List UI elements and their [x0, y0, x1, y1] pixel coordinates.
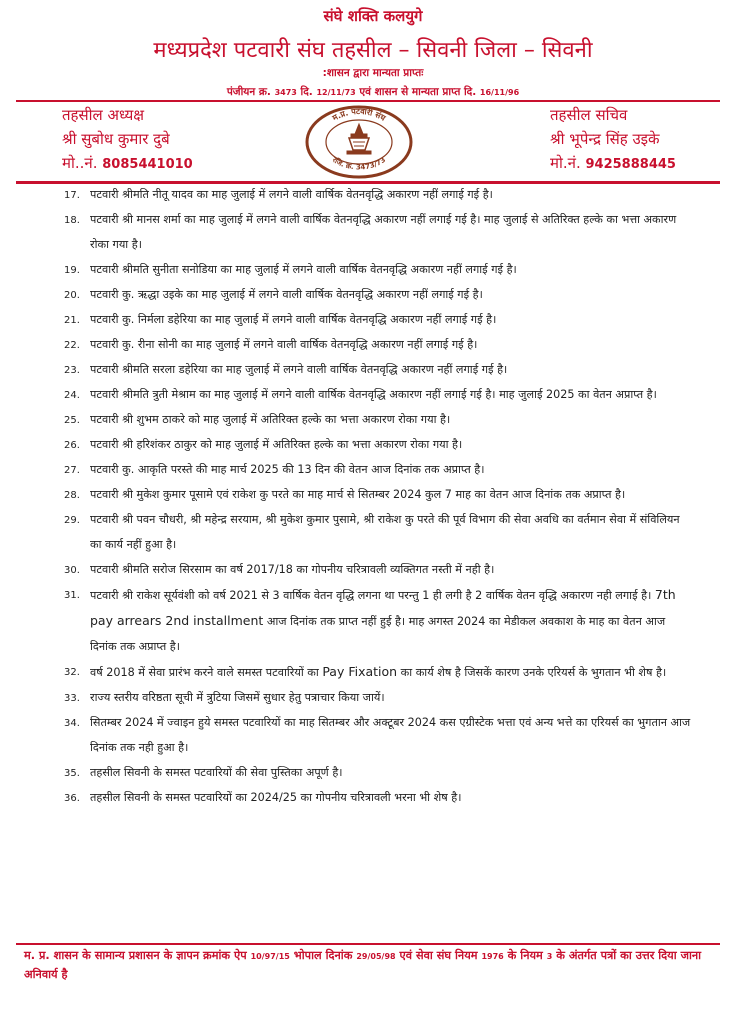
secretary-mobile — [550, 151, 676, 177]
item-text: पटवारी कु. रीना सोनी का माह जुलाई में लगने वाली वार्षिक वेतनवृद्धि अकारण नहीं लगाई गई है। — [90, 338, 478, 351]
registration-date-label: दि. — [300, 86, 313, 98]
association-seal — [303, 104, 415, 180]
item-text: तहसील सिवनी के समस्त पटवारियों का 2024/25 का गोपनीय चरित्रावली भरना भी शेष है। — [90, 791, 462, 804]
item-text: पटवारी श्रीमति त्रुती मेश्राम का माह जुलाई में लगने वाली वार्षिक वेतनवृद्धि अकारण नहीं लगाई गई है। माह जुलाई 2025 का वेतन अप्राप्त है। — [90, 388, 657, 401]
list-item — [64, 257, 694, 282]
president-mobile-label: मो..नं. — [62, 154, 98, 172]
item-number: 23. — [64, 365, 80, 376]
footer-part-2: भोपाल दिनांक — [293, 949, 353, 962]
footer-memo-number: 10/97/15 — [250, 952, 290, 961]
secretary-title: तहसील सचिव — [550, 106, 628, 124]
footer-note — [24, 947, 724, 984]
president-mobile — [62, 151, 193, 177]
item-number: 26. — [64, 440, 80, 451]
president-title: तहसील अध्यक्ष — [62, 106, 145, 124]
list-item — [64, 407, 694, 432]
govt-recognition-date: 16/11/96 — [479, 88, 520, 97]
secretary-mobile-number: 9425888445 — [585, 157, 676, 172]
item-text: पटवारी श्री राकेश सूर्यवंशी को वर्ष 2021 से 3 वार्षिक वेतन वृद्धि लगना था परन्तु 1 ही लगी है 2 वार्षिक वेतन वृद्धि अकारण नही लगाई है। — [90, 589, 652, 602]
footer-divider — [16, 943, 720, 945]
item-number: 36. — [64, 793, 80, 804]
grievance-list — [64, 182, 694, 810]
list-item — [64, 282, 694, 307]
president-name: श्री सुबोध कुमार दुबे — [62, 130, 170, 148]
list-item — [64, 432, 694, 457]
list-item — [64, 685, 694, 710]
item-english-text: 7th pay arrears 2nd installment — [90, 587, 676, 628]
registration-date: 12/11/73 — [316, 88, 356, 97]
seal-top-text: म.प्र. पटवारी संघ — [330, 106, 388, 123]
item-number: 21. — [64, 315, 80, 326]
recognition-note: :शासन द्वारा मान्यता प्राप्तः — [322, 67, 424, 79]
registration-line — [0, 85, 746, 99]
list-item — [64, 207, 694, 257]
list-item — [64, 760, 694, 785]
footer-part-4: के नियम — [507, 949, 543, 962]
item-text: पटवारी श्रीमति नीतू यादव का माह जुलाई में लगने वाली वार्षिक वेतनवृद्धि अकारण नहीं लगाई गई है। — [90, 188, 493, 201]
item-number: 27. — [64, 465, 80, 476]
lamp-emblem-icon — [347, 124, 371, 154]
item-text: राज्य स्तरीय वरिष्ठता सूची में त्रुटिया जिसमें सुधार हेतु पत्राचार किया जायें। — [90, 691, 385, 704]
item-text: तहसील सिवनी के समस्त पटवारियों की सेवा पुस्तिका अपूर्ण है। — [90, 766, 343, 779]
item-number: 28. — [64, 490, 80, 501]
govt-recognition-label: एवं शासन से मान्यता प्राप्त दि. — [359, 86, 477, 98]
item-number: 34. — [64, 718, 80, 729]
list-item — [64, 307, 694, 332]
list-item — [64, 332, 694, 357]
svg-text:रजि. क्र. 3473/73 — [330, 155, 387, 171]
list-item — [64, 659, 694, 685]
item-english-text: Pay Fixation — [322, 664, 398, 679]
item-text: पटवारी श्री मानस शर्मा का माह जुलाई में लगने वाली वार्षिक वेतनवृद्धि अकारण नहीं लगाई गई है। माह जुलाई से अतिरिक्त हल्के का भत्ता अकारण रोका गया है। — [90, 213, 677, 251]
item-text-continued: आज दिनांक तक प्राप्त नहीं हुई है। माह अगस्त 2024 का मेडीकल अवकाश के माह का वेतन आज दिनांक तक अप्राप्त है। — [90, 615, 666, 653]
item-text: पटवारी श्रीमति सुनीता सनोडिया का माह जुलाई में लगने वाली वार्षिक वेतनवृद्धि अकारण नहीं लगाई गई है। — [90, 263, 517, 276]
secretary-block — [550, 103, 676, 177]
item-number: 35. — [64, 768, 80, 779]
item-number: 29. — [64, 515, 80, 526]
item-number: 32. — [64, 667, 80, 678]
item-number: 25. — [64, 415, 80, 426]
list-item — [64, 507, 694, 557]
item-number: 31. — [64, 590, 80, 601]
item-number: 24. — [64, 390, 80, 401]
item-number: 18. — [64, 215, 80, 226]
list-item — [64, 382, 694, 407]
item-text: पटवारी श्री हरिशंकर ठाकुर को माह जुलाई में अतिरिक्त हल्के का भत्ता अकारण रोका गया है। — [90, 438, 463, 451]
item-text: पटवारी श्रीमति सरला डहेरिया का माह जुलाई में लगने वाली वार्षिक वेतनवृद्धि अकारण नहीं लगाई गई है। — [90, 363, 508, 376]
header-divider — [16, 100, 720, 102]
list-item — [64, 710, 694, 760]
item-text: सितम्बर 2024 में ज्वाइन हुये समस्त पटवारियों का माह सितम्बर और अक्टूबर 2024 कस एग्रीस्टेक भत्ता एवं अन्य भत्ते का एरियर्स का भुगतान आज दिनांक तक नही हुआ है। — [90, 716, 691, 754]
secretary-name: श्री भूपेन्द्र सिंह उइके — [550, 130, 660, 148]
footer-rule-number: 3 — [546, 952, 553, 961]
item-text: पटवारी कु. ऋद्धा उइके का माह जुलाई में लगने वाली वार्षिक वेतनवृद्धि अकारण नहीं लगाई गई है। — [90, 288, 483, 301]
list-item — [64, 557, 694, 582]
item-text: पटवारी श्रीमति सरोज सिरसाम का वर्ष 2017/18 का गोपनीय चरित्रावली व्यक्तिगत नस्ती में नही है। — [90, 563, 495, 576]
president-mobile-number: 8085441010 — [102, 157, 193, 172]
item-text: पटवारी श्री पवन चौधरी, श्री महेन्द्र सरयाम, श्री मुकेश कुमार पुसामे, श्री राकेश कु परते की पूर्व विभाग की सेवा अवधि का वर्तमान सेवा में संविलियन का कार्य नहीं हुआ है। — [90, 513, 680, 551]
seal-bottom-text: रजि. क्र. 3473/73 — [330, 155, 388, 172]
footer-memo-date: 29/05/98 — [356, 952, 396, 961]
item-text: वर्ष 2018 में सेवा प्रारंभ करने वाले समस्त पटवारियों का — [90, 666, 319, 679]
item-number: 33. — [64, 693, 80, 704]
list-item — [64, 182, 694, 207]
item-text: पटवारी श्री शुभम ठाकरे को माह जुलाई में अतिरिक्त हल्के का भत्ता अकारण रोका गया है। — [90, 413, 451, 426]
list-item — [64, 357, 694, 382]
secretary-mobile-label: मो.नं. — [550, 154, 581, 172]
president-block — [62, 103, 193, 177]
item-text: पटवारी श्री मुकेश कुमार पूसामे एवं राकेश कु परते का माह मार्च से सितम्बर 2024 कुल 7 माह का वेतन आज दिनांक तक अप्राप्त है। — [90, 488, 626, 501]
item-text: पटवारी कु. आकृति परस्ते की माह मार्च 2025 की 13 दिन की वेतन आज दिनांक तक अप्राप्त है। — [90, 463, 485, 476]
footer-rule-year: 1976 — [481, 952, 504, 961]
footer-part-1: म. प्र. शासन के सामान्य प्रशासन के ज्ञापन क्रमांक ऐप — [24, 949, 247, 962]
list-item — [64, 785, 694, 810]
registration-number: 3473 — [274, 88, 297, 97]
footer-part-3: एवं सेवा संघ नियम — [399, 949, 478, 962]
list-item — [64, 482, 694, 507]
item-number: 30. — [64, 565, 80, 576]
registration-label: पंजीयन क्र. — [226, 86, 271, 98]
item-number: 20. — [64, 290, 80, 301]
list-item — [64, 582, 694, 659]
footer-part-5: के अंतर्गत पत्रों का उत्तर दिया जाना अनिवार्य है — [24, 949, 702, 981]
item-text-continued: का कार्य शेष है जिसकें कारण उनके एरियर्स के भुगतान भी शेष है। — [400, 666, 667, 679]
list-item — [64, 457, 694, 482]
organization-name: मध्यप्रदेश पटवारी संघ तहसील – सिवनी जिला – सिवनी — [153, 38, 593, 63]
item-number: 22. — [64, 340, 80, 351]
item-text: पटवारी कु. निर्मला डहेरिया का माह जुलाई में लगने वाली वार्षिक वेतनवृद्धि अकारण नहीं लगाई गई है। — [90, 313, 497, 326]
item-number: 17. — [64, 190, 80, 201]
motto: संघे शक्ति कलयुगे — [323, 7, 423, 25]
item-number: 19. — [64, 265, 80, 276]
